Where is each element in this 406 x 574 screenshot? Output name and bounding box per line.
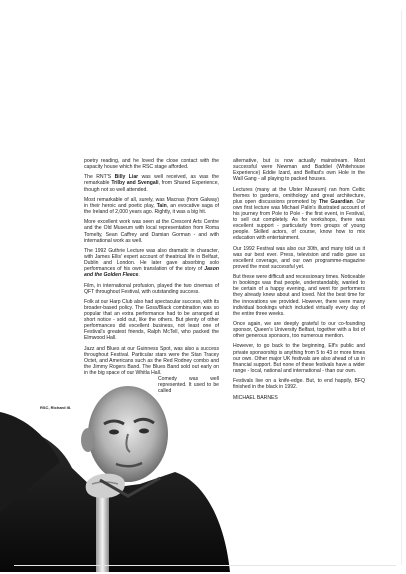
body-text: , from Shared Experience, though not so well attended. (84, 180, 219, 193)
paragraph (233, 321, 365, 339)
body-text: was well received, as was the remarkable (84, 174, 219, 187)
body-text: Lectures (many at the Ulster Museum) ran from Celtic themes to gardens, ornithology and great architecture, plus open discussions promoted by (233, 186, 365, 205)
body-text: Comedy was well represented. It used to be called (158, 376, 219, 395)
paragraph (84, 219, 219, 243)
left-column (84, 158, 219, 395)
paragraph (84, 174, 219, 192)
paragraph (233, 343, 365, 373)
body-text: poetry reading, and he loved the close contact with the capacity house which the RSC stage afforded. (84, 158, 219, 171)
paragraph (233, 246, 365, 270)
body-text: alternative, but is now actually mainstream. Most successful were Newman and Baddiel (Whitehouse Experience) Eddie Izard, and Belfast's own Hole in the Wall Gang - all playing to packed houses. (233, 158, 365, 183)
paragraph (84, 299, 219, 342)
right-column (233, 158, 365, 405)
paragraph (84, 197, 219, 215)
paragraph (233, 187, 365, 242)
body-text: Once again, we are deeply grateful to our co-founding sponsor, Queen's University Belfast, together with a list of other generous sponsors, too numerous mention. (233, 321, 365, 340)
body-text: Our 1992 Festival was also our 30th, and many told us it was our best ever. Press, television and radio gave us excellent coverage, and our own programme-magazine proved the most successful yet. (233, 245, 365, 270)
paragraph (84, 283, 219, 295)
paragraph (233, 158, 365, 182)
portrait-photo (0, 372, 230, 572)
emphasis-text: The Guardian (318, 198, 353, 205)
body-text: But these were difficult and recessionary times. Noticeable in bookings was that people, understandably, wanted to be certain of a happy evening, and went for performers they already knew about and loved. Not the best time for the innovations we provided. However, there were many individual bookings which included virtually every day of the entire three weeks. (233, 274, 365, 317)
body-text: Festivals live on a knife-edge. But, to end happily, BFQ finished in the black in 1992. (233, 378, 365, 391)
page-edge-line (401, 10, 402, 565)
body-text: Most remarkable of all, surely, was Macnas (from Galway) in their heroic and poetic play, (84, 196, 219, 209)
page-bottom-rule (14, 565, 396, 566)
paragraph (233, 274, 365, 317)
photo-caption: RSC, Richard III. (40, 405, 72, 410)
body-text: Folk at our Harp Club also had spectacular success, with its broader-based policy. The Goss/Black combination was so popular that an extra performance had to be arranged at short notice - sold out, like the others. But plenty of other performances did excellent business, not least one of Festival's greatest friends, Ralph McTell, who packed the Elmwood Hall. (84, 298, 219, 342)
body-text: The 1992 Guthrie Lecture was also dramatic in character, with James Ellis' expert account of theatrical life in Belfast, Dublin and London. He later gave absorbing solo performances of his own translation of the story of (84, 247, 219, 273)
paragraph (84, 158, 219, 170)
paragraph (233, 378, 365, 390)
body-text: Jazz and Blues at our Guinness Spot, was also a success throughout Festival. Particular stars were the Stan Tracey Octet, and Americans such as the Red Rodney combo and the Jimmy Rogers Band. The Blues Band sold out early on in the big space of our Whitla Hall. (84, 345, 219, 377)
body-text: . (138, 272, 140, 279)
body-text: Film, in international profusion, played the two cinemas of QFT throughout Festival, with outstanding success. (84, 282, 219, 295)
body-text: More excellent work was seen at the Crescent Arts Centre and the Old Museum with local representation from Roma Tomelty, Sean Caffrey and Damian Gorman - and with international work as well. (84, 219, 219, 244)
paragraph (84, 248, 219, 278)
author-signature: MICHAEL BARNES (233, 394, 278, 401)
body-text: The RNT'S (84, 174, 115, 181)
emphasis-text: Billy Liar (114, 174, 139, 181)
emphasis-text: Jason and the Golden Fleece (84, 266, 219, 279)
emphasis-text: Trilby and Svengali (111, 180, 159, 187)
body-text: However, to go back to the beginning, Elf's public and private sponsorship is anything from 5 to 43 or more times our own. Other major UK festivals are also ahead of us in financial support. But none of these festivals have a wider range - local, national and international - than our own. (233, 343, 365, 374)
body-text: , an evocative saga of the Ireland of 2,000 years ago. Rightly, it was a big hit. (84, 202, 219, 216)
body-text: . Our own first lecture was Michael Palin's illustrated account of his journey from Pole to Pole - the first event, in Festival, to sell out completely. As for workshops, there was excellent support - particularly from groups of young people. Skilled actors, of course, know how to mix education with entertainment. (233, 198, 365, 242)
emphasis-text: Tain (156, 202, 167, 209)
